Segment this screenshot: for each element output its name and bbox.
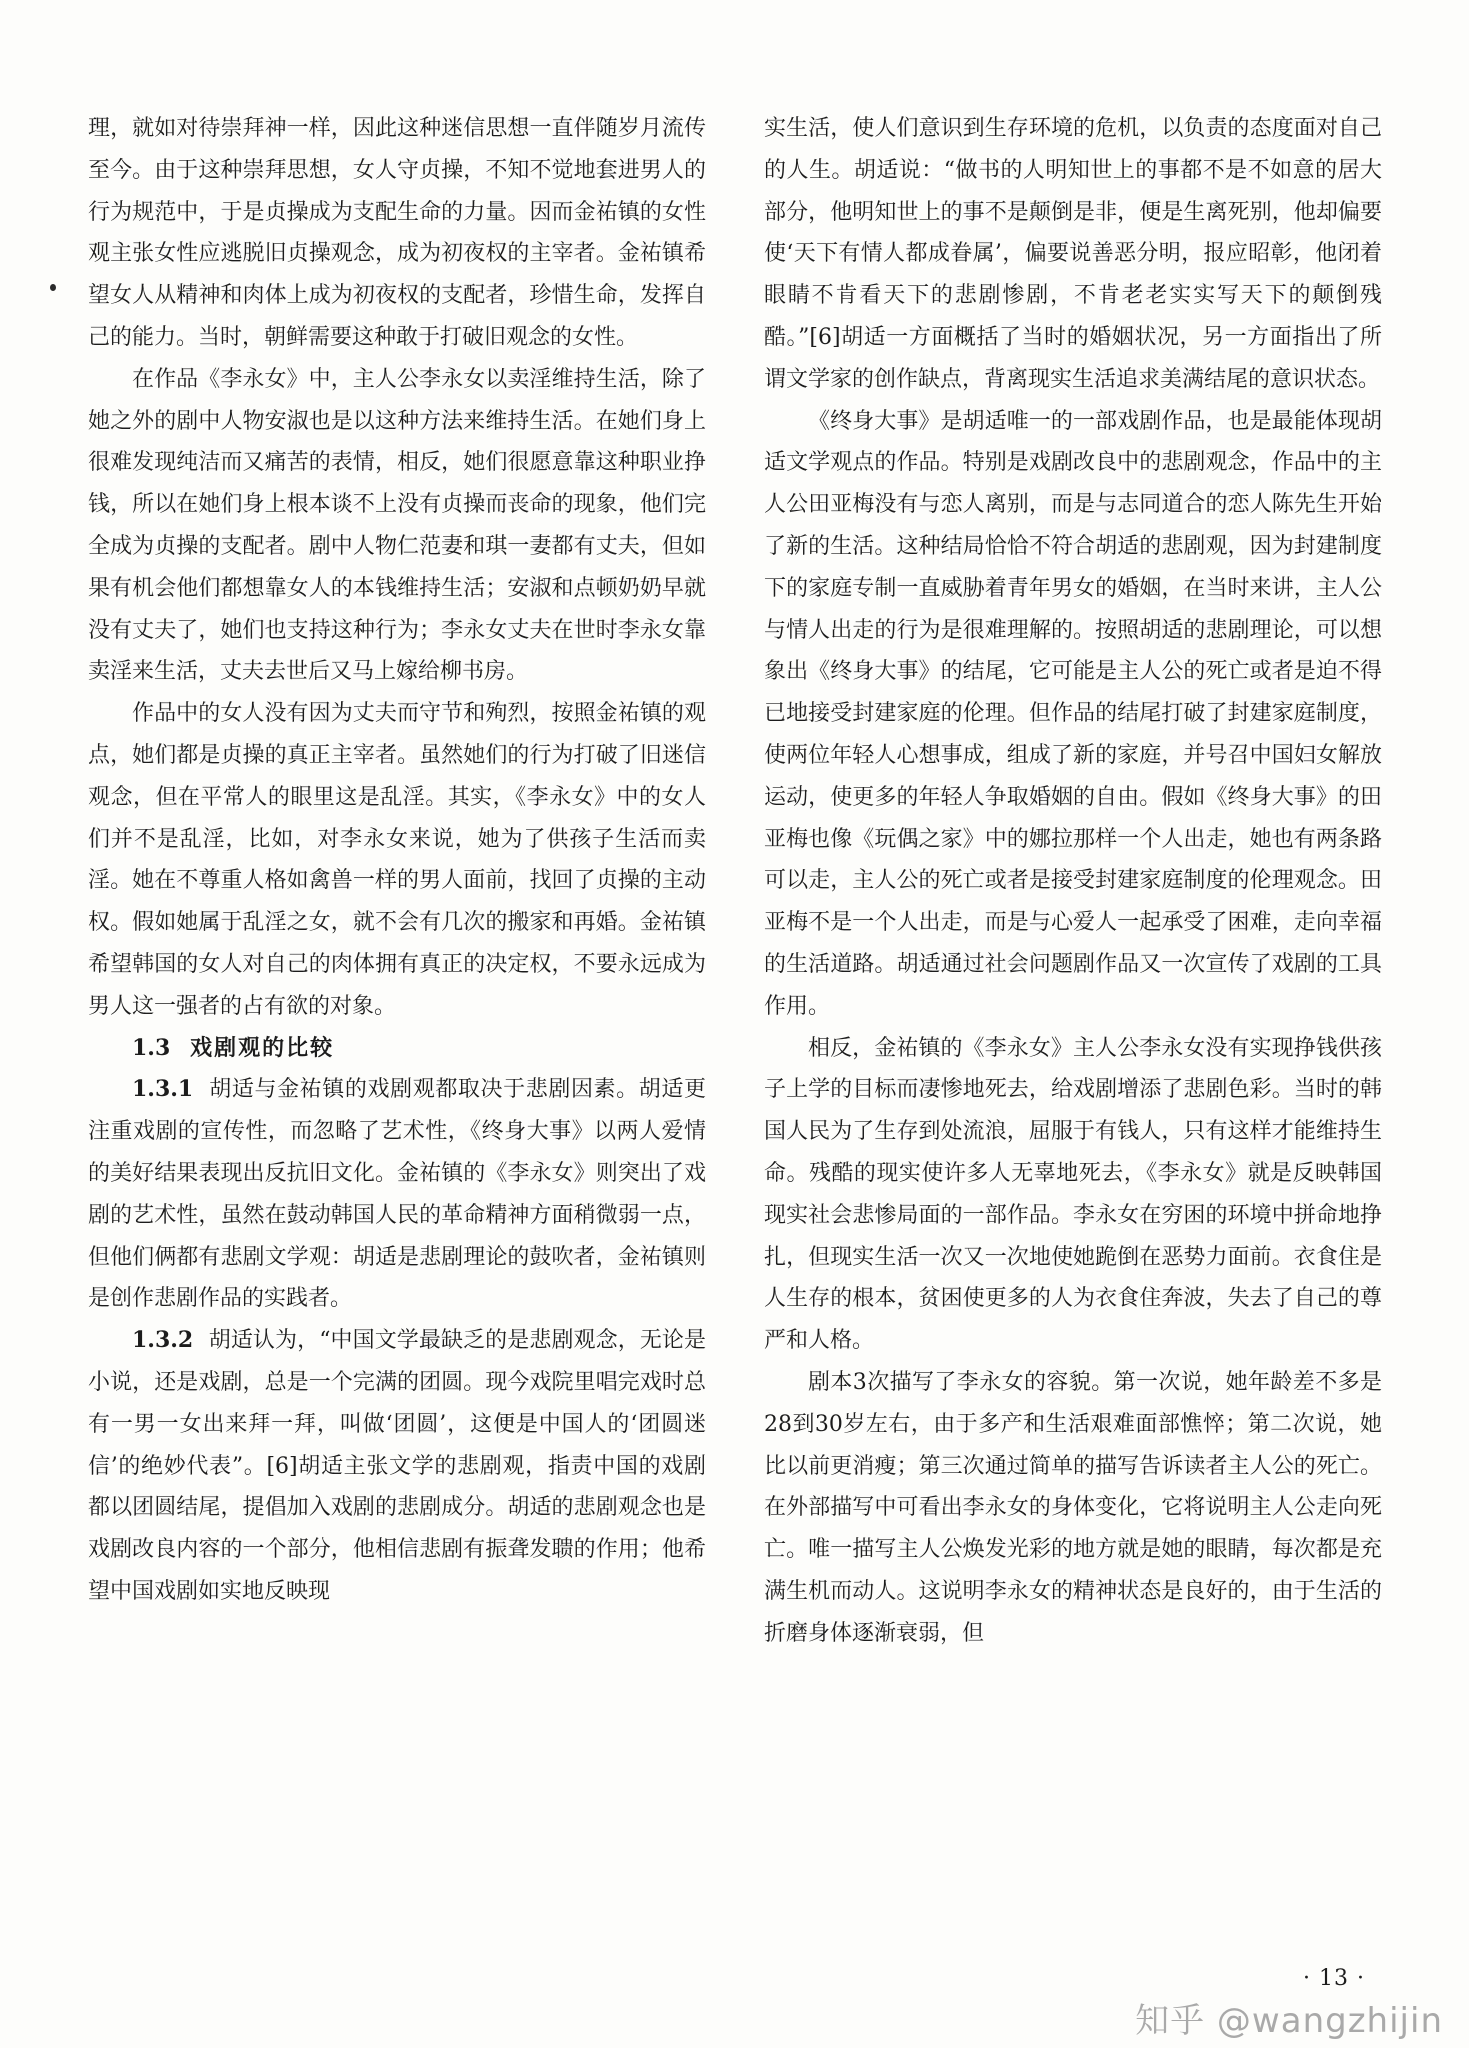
- paragraph: 理，就如对待崇拜神一样，因此这种迷信思想一直伴随岁月流传至今。由于这种崇拜思想，女人守贞操，不知不觉地套进男人的行为规范中，于是贞操成为支配生命的力量。因而金祐镇的女性观主张女性应逃脱旧贞操观念，成为初夜权的主宰者。金祐镇希望女人从精神和肉体上成为初夜权的支配者，珍惜生命，发挥自己的能力。当时，朝鲜需要这种敢于打破旧观念的女性。: [88, 116, 706, 350]
- paragraph-text: 胡适认为，“中国文学最缺乏的是悲剧观念，无论是小说，还是戏剧，总是一个完满的团圆。现今戏院里唱完戏时总有一男一女出来拜一拜，叫做‘团圆’，这便是中国人的‘团圆迷信’的绝妙代表”。[6]胡适主张文学的悲剧观，指责中国的戏剧都以团圆结尾，提倡加入戏剧的悲剧成分。胡适的悲剧观念也是戏剧改良内容的一个部分，他相信悲剧有振聋发聩的作用；他希望中国戏剧如实地反映现: [88, 1328, 706, 1604]
- left-column: [88, 108, 706, 1654]
- section-heading: [88, 1028, 706, 1070]
- watermark: 知乎 @wangzhijin: [1135, 2001, 1443, 2041]
- paragraph: 实生活，使人们意识到生存环境的危机，以负责的态度面对自己的人生。胡适说：“做书的人明知世上的事都不是不如意的居大部分，他明知世上的事不是颠倒是非，便是生离死别，他却偏要使‘天下有情人都成眷属’，偏要说善恶分明，报应昭彰，他闭着眼睛不肯看天下的悲剧惨剧，不肯老老实实写天下的颠倒残酷。”[6]胡适一方面概括了当时的婚姻状况，另一方面指出了所谓文学家的创作缺点，背离现实生活追求美满结尾的意识状态。: [764, 116, 1382, 392]
- paragraph: 在作品《李永女》中，主人公李永女以卖淫维持生活，除了她之外的剧中人物安淑也是以这种方法来维持生活。在她们身上很难发现纯洁而又痛苦的表情，相反，她们很愿意靠这种职业挣钱，所以在她们身上根本谈不上没有贞操而丧命的现象，他们完全成为贞操的支配者。剧中人物仁范妻和琪一妻都有丈夫，但如果有机会他们都想靠女人的本钱维持生活；安淑和点顿奶奶早就没有丈夫了，她们也支持这种行为；李永女丈夫在世时李永女靠卖淫来生活，丈夫去世后又马上嫁给柳书房。: [88, 366, 706, 685]
- subsection-number: 1.3.1: [132, 1076, 194, 1103]
- paragraph-text: 胡适与金祐镇的戏剧观都取决于悲剧因素。胡适更注重戏剧的宣传性，而忽略了艺术性，《终身大事》以两人爱情的美好结果表现出反抗旧文化。金祐镇的《李永女》则突出了戏剧的艺术性，虽然在鼓动韩国人民的革命精神方面稍微弱一点，但他们俩都有悲剧文学观：胡适是悲剧理论的鼓吹者，金祐镇则是创作悲剧作品的实践者。: [88, 1077, 706, 1312]
- subsection-number: 1.3.2: [132, 1327, 194, 1354]
- right-column: [764, 108, 1382, 1654]
- two-column-text: [88, 108, 1382, 1654]
- paragraph: [88, 1069, 706, 1320]
- paragraph: 《终身大事》是胡适唯一的一部戏剧作品，也是最能体现胡适文学观点的作品。特别是戏剧改良中的悲剧观念，作品中的主人公田亚梅没有与恋人离别，而是与志同道合的恋人陈先生开始了新的生活。这种结局恰恰不符合胡适的悲剧观，因为封建制度下的家庭专制一直威胁着青年男女的婚姻，在当时来讲，主人公与情人出走的行为是很难理解的。按照胡适的悲剧理论，可以想象出《终身大事》的结尾，它可能是主人公的死亡或者是迫不得已地接受封建家庭的伦理。但作品的结尾打破了封建家庭制度，使两位年轻人心想事成，组成了新的家庭，并号召中国妇女解放运动，使更多的年轻人争取婚姻的自由。假如《终身大事》的田亚梅也像《玩偶之家》中的娜拉那样一个人出走，她也有两条路可以走，主人公的死亡或者是接受封建家庭制度的伦理观念。田亚梅不是一个人出走，而是与心爱人一起承受了困难，走向幸福的生活道路。胡适通过社会问题剧作品又一次宣传了戏剧的工具作用。: [764, 408, 1382, 1019]
- print-artifact-dot: [50, 284, 56, 291]
- section-number: 1.3: [132, 1034, 171, 1061]
- paragraph: 相反，金祐镇的《李永女》主人公李永女没有实现挣钱供孩子上学的目标而凄惨地死去，给戏剧增添了悲剧色彩。当时的韩国人民为了生存到处流浪，屈服于有钱人，只有这样才能维持生命。残酷的现实使许多人无辜地死去，《李永女》就是反映韩国现实社会悲惨局面的一部作品。李永女在穷困的环境中拼命地挣扎，但现实生活一次又一次地使她跪倒在恶势力面前。衣食住是人生存的根本，贫困使更多的人为衣食住奔波，失去了自己的尊严和人格。: [764, 1035, 1382, 1354]
- page-number: · 13 ·: [1303, 1966, 1365, 1991]
- paragraph: 作品中的女人没有因为丈夫而守节和殉烈，按照金祐镇的观点，她们都是贞操的真正主宰者。虽然她们的行为打破了旧迷信观念，但在平常人的眼里这是乱淫。其实，《李永女》中的女人们并不是乱淫，比如，对李永女来说，她为了供孩子生活而卖淫。她在不尊重人格如禽兽一样的男人面前，找回了贞操的主动权。假如她属于乱淫之女，就不会有几次的搬家和再婚。金祐镇希望韩国的女人对自己的肉体拥有真正的决定权，不要永远成为男人这一强者的占有欲的对象。: [88, 701, 706, 1019]
- paragraph: 剧本3次描写了李永女的容貌。第一次说，她年龄差不多是28到30岁左右，由于多产和生活艰难面部憔悴；第二次说，她比以前更消瘦；第三次通过简单的描写告诉读者主人公的死亡。在外部描写中可看出李永女的身体变化，它将说明主人公走向死亡。唯一描写主人公焕发光彩的地方就是她的眼睛，每次都是充满生机而动人。这说明李永女的精神状态是良好的，由于生活的折磨身体逐渐衰弱，但: [764, 1369, 1382, 1646]
- paragraph: [88, 1320, 706, 1613]
- section-title: 戏剧观的比较: [190, 1034, 335, 1061]
